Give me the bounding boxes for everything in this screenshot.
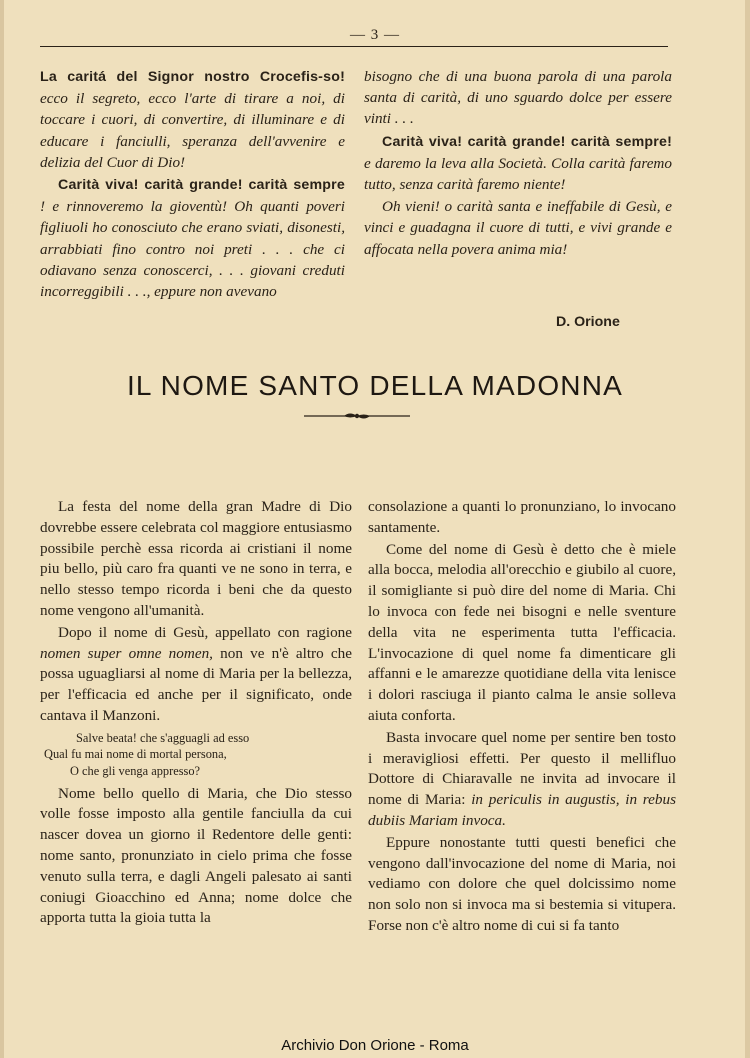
paragraph: consolazione a quanti lo pronunziano, lo invocano santamente. bbox=[368, 498, 676, 536]
article-title: IL NOME SANTO DELLA MADONNA bbox=[126, 370, 624, 401]
page-left-edge bbox=[0, 0, 4, 1058]
page-right-edge bbox=[745, 0, 750, 1058]
verse-line: Salve beata! che s'agguagli ad esso bbox=[76, 730, 250, 745]
paragraph: Oh vieni! o carità santa e ineffabile di Gesù, e vinci e guadagna il cuore di tutti, e vivi grande e affocata nella povera anima mia! bbox=[364, 198, 672, 258]
paragraph: Eppure nonostante tutti questi benefici che vengono dall'invocazione del nome di Maria, noi vediamo con dolore che quel dolcissimo nome non solo non si invoca ma si bestemia si vitupera. Forse non c'è altro nome di cui si fa tanto bbox=[368, 833, 676, 934]
article-right-column bbox=[368, 497, 676, 937]
header-rule bbox=[40, 46, 668, 47]
paragraph: Come del nome di Gesù è detto che è miele alla bocca, melodia all'orecchio e giubilo al cuore, il somigliante si può dire del nome di Maria. Chi lo invoca con fede nei bisogni e nelle sventure della vita ne esperimenta tutta l'efficacia. L'invocazione di quel nome fa dimenticare gli affanni e le amarezze quotidiane della vita lenisce i dolori rasciuga il pianto calma le ansie solleva aiuta conforta. bbox=[368, 540, 676, 724]
text: Basta invocare quel nome per sentire ben tosto i meravigliosi effetti. Per questo il mellifluo Dottore di Chiaravalle ne invita ad invocare il nome di Maria: bbox=[368, 728, 676, 809]
verse-quote bbox=[40, 730, 352, 780]
bold-heading-text: La caritá del Signor nostro Crocefis-so! bbox=[40, 69, 345, 85]
text: non ve n'è altro che possa uguagliarsi al nome di Maria per la bellezza, per l'efficacia ed anche per il significato, onde cantava il Manzoni. bbox=[40, 644, 352, 724]
page-number: — 3 — bbox=[350, 27, 400, 43]
previous-article-right-column bbox=[364, 66, 672, 260]
paragraph bbox=[40, 174, 345, 302]
text: Dopo il nome di Gesù, appellato con ragione bbox=[58, 623, 352, 641]
italic-text: ! e rinnoveremo la gioventù! Oh quanti poveri figliuoli ho conosciuto che erano sviati, disonesti, arrabbiati fino contro noi preti . . . che ci odiavano senza conoscerci, . . . giovani creduti incorreggibili . . ., eppure non avevano bbox=[40, 198, 345, 301]
paragraph: La festa del nome della gran Madre di Dio dovrebbe essere celebrata col maggiore entusiasmo possibile perchè essa ricorda ai cristiani il nome piu bello, più caro fra quanti ve ne sono in terra, e nello stesso tempo ricorda i beni che da questo nome vengono all'umanità. bbox=[40, 498, 352, 619]
title-ornament-icon bbox=[304, 410, 410, 422]
italic-text: in periculis in augustis, in rebus dubiis Mariam invoca. bbox=[368, 791, 676, 829]
paragraph: bisogno che di una buona parola di una parola santa di carità, di uno sguardo dolce per essere vinti . . . bbox=[364, 68, 672, 128]
verse-line: O che gli venga appresso? bbox=[70, 763, 201, 778]
verse-line: Qual fu mai nome di mortal persona, bbox=[44, 747, 227, 762]
italic-text: e daremo la leva alla Società. Colla carità faremo tutto, senza carità faremo niente! bbox=[364, 154, 672, 194]
previous-article-left-column bbox=[40, 66, 345, 302]
article-left-column bbox=[40, 497, 352, 929]
italic-text: ecco il segreto, ecco l'arte di tirare a noi, di toccare i cuori, di convertire, di illuminare e di educare i fanciulli, speranza dell'avvenire e delizia del Cuor di Dio! bbox=[40, 90, 345, 171]
paragraph bbox=[364, 131, 672, 196]
bold-heading-text: Carità viva! carità grande! carità sempre! bbox=[382, 133, 672, 150]
italic-text: nomen super omne nomen, bbox=[40, 644, 213, 662]
archive-footer: Archivio Don Orione - Roma bbox=[281, 1037, 469, 1054]
paragraph bbox=[368, 728, 676, 832]
paragraph bbox=[40, 66, 345, 173]
paragraph bbox=[40, 623, 352, 727]
paragraph: Nome bello quello di Maria, che Dio stesso volle fosse imposto alla gentile fanciulla da cui nascer dovea un giorno il Redentore delle genti: nome santo, pronunziato in cielo prima che fosse venuto sulla terra, e dagli Angeli palesato ai santi coniugi Gioacchino ed Anna; nome dolce che apporta tutta la gioia tutta la bbox=[40, 784, 352, 927]
bold-heading-text: Carità viva! carità grande! carità sempre bbox=[58, 177, 345, 194]
signature: D. Orione bbox=[556, 314, 620, 330]
